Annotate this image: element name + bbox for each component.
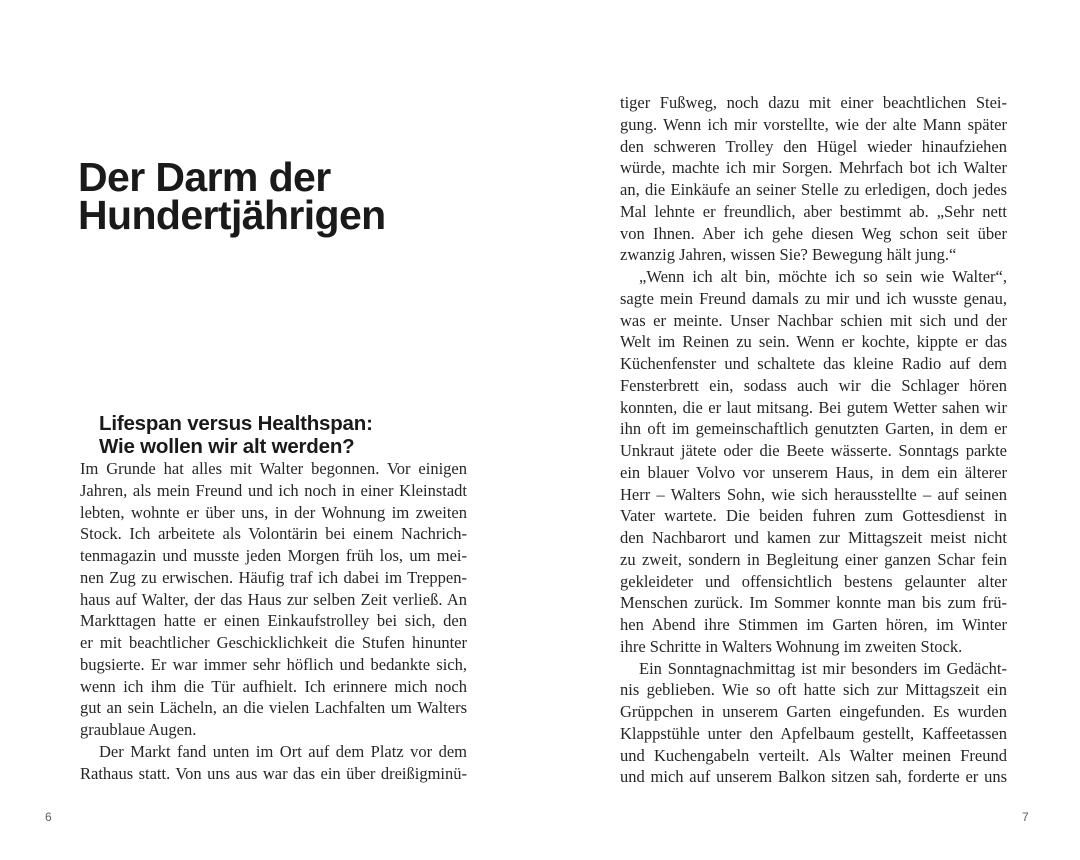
body-text-left: [80, 458, 467, 784]
section-heading: [80, 413, 373, 458]
text-line: lebten, wohnte er über uns, in der Wohnung im zweiten: [80, 502, 467, 522]
text-line: und mich auf unserem Balkon sitzen sah, forderte er uns: [620, 767, 1007, 787]
text-line: von Ihnen. Aber ich gehe diesen Weg schon seit über: [620, 223, 1007, 243]
text-line: zu zweit, sondern in Begleitung einer ganzen Schar fein: [620, 549, 1007, 569]
text-line: gung. Wenn ich mir vorstellte, wie der alte Mann später: [620, 114, 1007, 134]
text-line: tiger Fußweg, noch dazu mit einer beachtlichen Stei-: [620, 93, 1007, 112]
text-line: gekleideter und offensichtlich bestens gelaunter alter: [620, 571, 1007, 591]
text-line: konnten, die er laut mitsang. Bei gutem Wetter sahen wir: [620, 397, 1007, 417]
text-line: sagte mein Freund damals zu mir und ich wusste genau,: [620, 288, 1007, 308]
text-line: ihn oft im gemeinschaftlich genutzten Garten, in dem er: [620, 419, 1007, 439]
text-line: nis geblieben. Wie so oft hatte sich zur Mittagszeit ein: [620, 680, 1007, 700]
text-line: was er meinte. Unser Nachbar schien mit sich und der: [620, 310, 1007, 330]
text-line: haus auf Walter, der das Haus zur selben Zeit verließ. An: [80, 589, 467, 609]
text-line: Im Grunde hat alles mit Walter begonnen. Vor einigen: [80, 459, 467, 478]
text-line: den schweren Trolley den Hügel wieder hinaufziehen: [620, 136, 1007, 156]
page-left: [80, 0, 467, 860]
text-line: an, die Einkäufe an seiner Stelle zu erledigen, doch jedes: [620, 180, 1007, 199]
text-line: Fensterbrett ein, sodass auch wir die Schlager hören: [620, 375, 1007, 395]
text-line: Menschen zurück. Im Sommer konnte man bis zum frü-: [620, 593, 1007, 613]
text-line: Unkraut jätete oder die Beete wässerte. Sonntags parkte: [620, 441, 1007, 460]
text-line: Ein Sonntagnachmittag ist mir besonders im Gedächt-: [639, 658, 1007, 678]
text-line: Jahren, als mein Freund und ich noch in einer Kleinstadt: [80, 480, 467, 500]
text-line: bugsierte. Er war immer sehr höflich und bedankte sich,: [80, 654, 467, 674]
text-line: Klappstühle unter den Apfelbaum gestellt, Kaffeetassen: [620, 723, 1007, 743]
text-line: tenmagazin und musste jeden Morgen früh los, um mei-: [80, 546, 467, 565]
text-line: wenn ich ihm die Tür aufhielt. Ich erinnere mich noch: [80, 676, 467, 696]
section-heading-line-1: Lifespan versus Healthspan:: [99, 412, 373, 435]
text-line: würde, machte ich mir Sorgen. Mehrfach bot ich Walter: [620, 158, 1007, 178]
text-line: Grüppchen in unserem Garten eingefunden. Es wurden: [620, 702, 1007, 721]
page-right: [620, 0, 1007, 860]
text-line: und Kuchengabeln verteilt. Als Walter meinen Freund: [620, 745, 1007, 765]
page-number-right: 7: [1022, 810, 1029, 824]
text-line: zwanzig Jahren, wissen Sie? Bewegung hält jung.“: [620, 245, 957, 265]
body-text-right: [620, 92, 1007, 788]
text-line: Markttagen hatte er einen Einkaufstrolley bei sich, den: [80, 611, 467, 631]
chapter-title: [78, 154, 386, 238]
text-line: Der Markt fand unten im Ort auf dem Platz vor dem: [99, 741, 467, 761]
text-line: Küchenfenster und schaltete das kleine Radio auf dem: [620, 354, 1007, 373]
text-line: ihre Schritte in Walters Wohnung im zweiten Stock.: [620, 636, 963, 656]
chapter-title-line-1: Der Darm der: [78, 154, 331, 200]
page-number-left: 6: [45, 810, 52, 824]
text-line: Stock. Ich arbeitete als Volontärin bei einem Nachrich-: [80, 524, 467, 544]
text-line: den Nachbarort und kamen zur Mittagszeit meist nicht: [620, 528, 1007, 547]
text-line: hen Abend ihre Stimmen im Garten hören, im Winter: [620, 615, 1007, 634]
text-line: Welt im Reinen zu sein. Wenn er kochte, kippte er das: [620, 332, 1007, 352]
text-line: Mal lehnte er freundlich, aber bestimmt ab. „Sehr nett: [620, 201, 1007, 221]
text-line: gut an sein Lächeln, an die vielen Lachfalten um Walters: [80, 698, 467, 718]
text-line: Rathaus statt. Von uns aus war das ein über dreißigminü-: [80, 763, 467, 783]
text-line: Vater wartete. Die beiden fuhren zum Gottesdienst in: [620, 506, 1007, 526]
text-line: graublaue Augen.: [80, 720, 197, 739]
text-line: „Wenn ich alt bin, möchte ich so sein wie Walter“,: [639, 267, 1007, 286]
chapter-title-line-2: Hundertjährigen: [78, 192, 386, 238]
text-line: ein blauer Volvo vor unserem Haus, in dem ein älterer: [620, 462, 1007, 482]
section-heading-line-2: Wie wollen wir alt werden?: [99, 434, 355, 458]
text-line: nen Zug zu erwischen. Häufig traf ich dabei im Treppen-: [80, 567, 467, 587]
text-line: Herr – Walters Sohn, wie sich herausstellte – auf seinen: [620, 484, 1007, 504]
text-line: er mit beachtlicher Geschicklichkeit die Stufen hinunter: [80, 633, 467, 652]
